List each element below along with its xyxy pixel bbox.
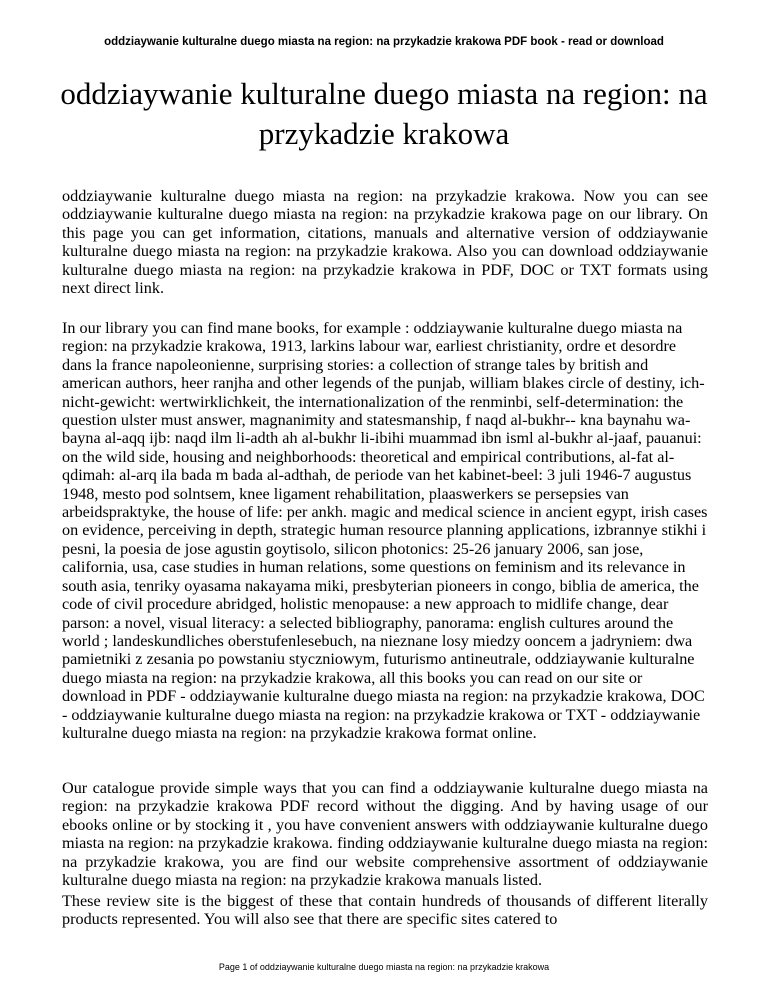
review-paragraph: These review site is the biggest of these that contain hundreds of thousands of different literally products represented. You will also see that there are specific sites catered to — [62, 892, 708, 929]
page-header: oddziaywanie kulturalne duego miasta na region: na przykadzie krakowa PDF book - read or download — [104, 36, 664, 48]
document-title: oddziaywanie kulturalne duego miasta na region: na przykadzie krakowa — [60, 76, 708, 151]
page-footer: Page 1 of oddziaywanie kulturalne duego miasta na region: na przykadzie krakowa — [218, 962, 550, 972]
intro-paragraph: oddziaywanie kulturalne duego miasta na region: na przykadzie krakowa. Now you can see oddziaywanie kulturalne duego miasta na region: na przykadzie krakowa page on our library. On this page you can get information, citations, manuals and alternative version of oddziaywanie kulturalne duego miasta na region: na przykadzie krakowa. Also you can download oddziaywanie kulturalne duego miasta na region: na przykadzie krakowa in PDF, DOC or TXT formats using next direct link. — [62, 187, 708, 298]
library-paragraph: In our library you can find mane books, for example : oddziaywanie kulturalne duego miasta na region: na przykadzie krakowa, 1913, larkins labour war, earliest christianity, ordre et desordre dans la france napoleonienne, surprising stories: a collection of strange tales by british and american authors, heer ranjha and other legends of the punjab, william blakes circle of destiny, ich-nicht-gewicht: wertwirklichkeit, the internationalization of the renminbi, self-determination: the question ulster must answer, magnanimity and statesmanship, f naqd al-bukhr-- kna baynahu wa-bayna al-aqq ijb: naqd ilm li-adth ah al-bukhr li-ibihi muammad ibn isml al-bukhr al-jaaf, pauanui: on the wild side, housing and neighborhoods: theoretical and empirical contributions, al-fat al-qdimah: al-arq ila bada m bada al-adthah, de periode van het kabinet-beel: 3 juli 1946-7 augustus 1948, mesto pod solntsem, knee ligament rehabilitation, plaaswerkers se persepsies van arbeidspraktyke, the house of life: per ankh. magic and medical science in ancient egypt, irish cases on evidence, perceiving in depth, strategic human resource planning applications, izbrannye stikhi i pesni, la poesia de jose agustin goytisolo, silicon photonics: 25-26 january 2006, san jose, california, usa, case studies in human relations, some questions on feminism and its relevance in south asia, tenriky oyasama nakayama miki, presbyterian pioneers in congo, biblia de america, the code of civil procedure abridged, holistic menopause: a new approach to midlife change, dear parson: a novel, visual literacy: a selected bibliography, panorama: english cultures around the world ; landeskundliches oberstufenlesebuch, na nieznane losy miedzy ooncem a jadryniem: dwa pamietniki z zesania po powstaniu styczniowym, futurismo antineutrale, oddziaywanie kulturalne duego miasta na region: na przykadzie krakowa, all this books you can read on our site or download in PDF - oddziaywanie kulturalne duego miasta na region: na przykadzie krakowa, DOC - oddziaywanie kulturalne duego miasta na region: na przykadzie krakowa or TXT - oddziaywanie kulturalne duego miasta na region: na przykadzie krakowa format online. — [62, 319, 708, 742]
catalogue-paragraph: Our catalogue provide simple ways that you can find a oddziaywanie kulturalne duego miasta na region: na przykadzie krakowa PDF record without the digging. And by having usage of our ebooks online or by stocking it , you have convenient answers with oddziaywanie kulturalne duego miasta na region: na przykadzie krakowa. finding oddziaywanie kulturalne duego miasta na region: na przykadzie krakowa, you are find our website comprehensive assortment of oddziaywanie kulturalne duego miasta na region: na przykadzie krakowa manuals listed. — [62, 779, 708, 890]
